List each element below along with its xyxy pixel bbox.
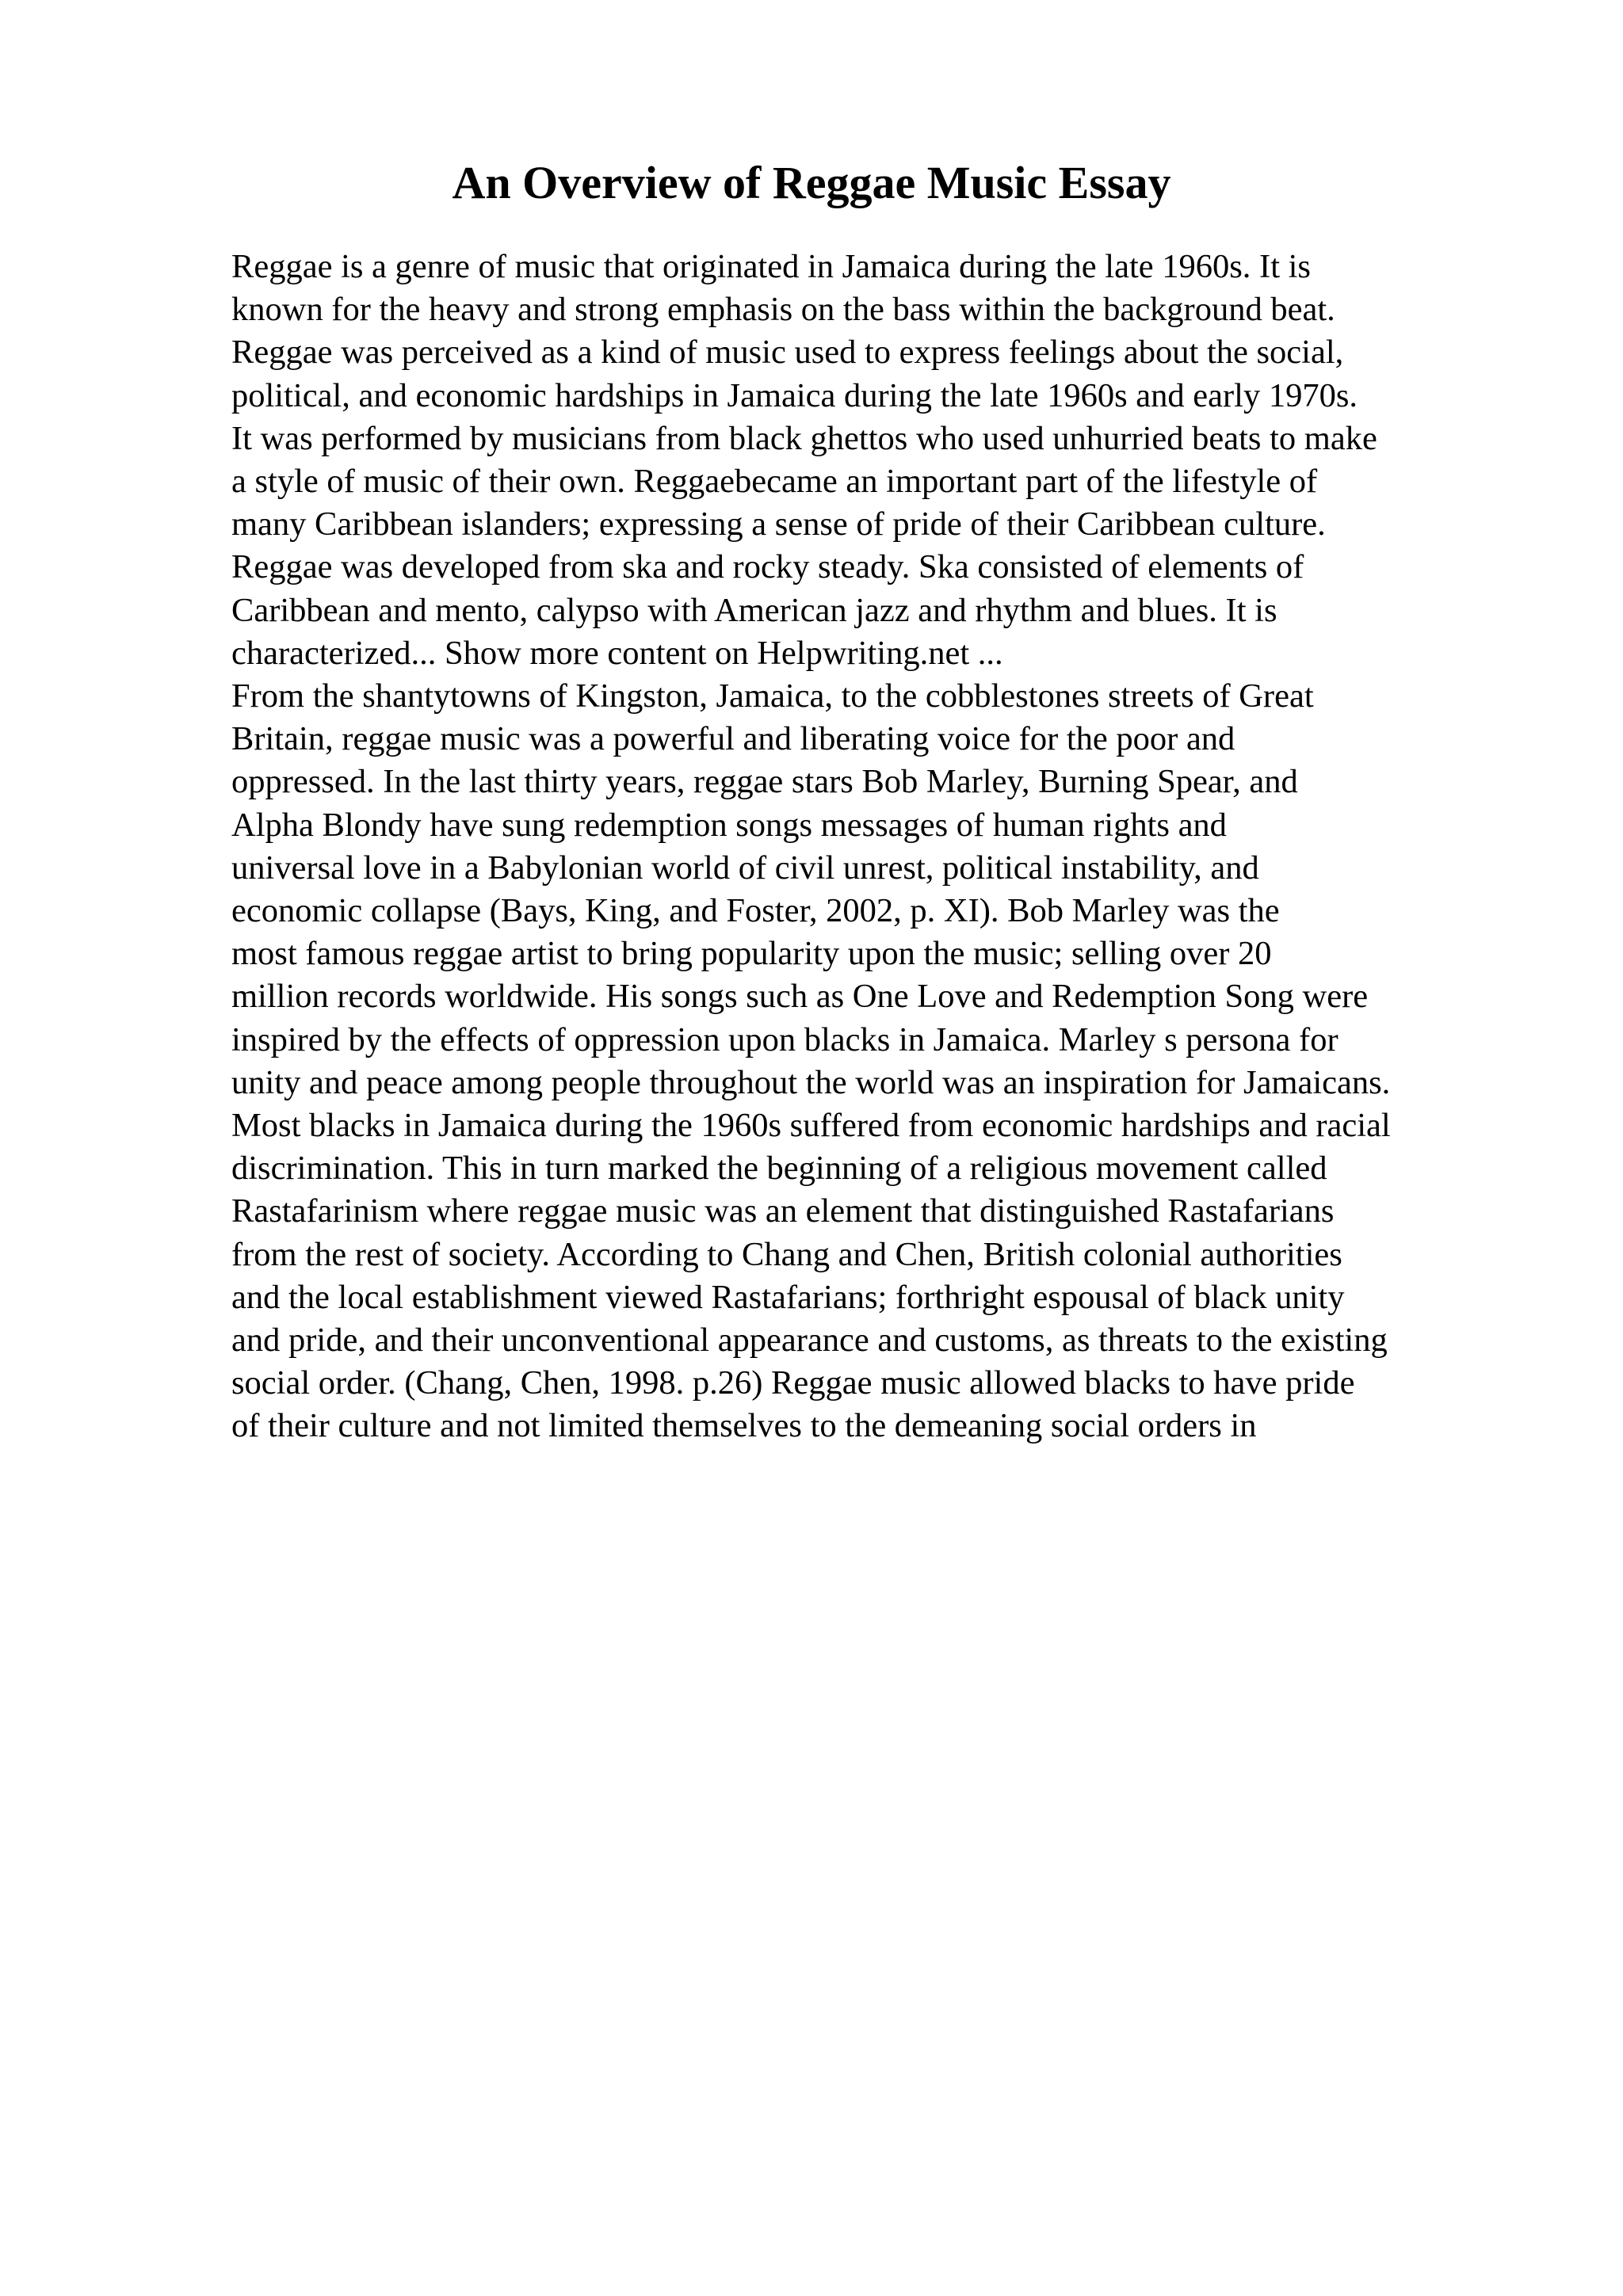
text-line: universal love in a Babylonian world of civil unrest, political instability, and bbox=[231, 849, 1259, 887]
text-line: discrimination. This in turn marked the beginning of a religious movement called bbox=[231, 1150, 1327, 1188]
text-line: oppressed. In the last thirty years, reggae stars Bob Marley, Burning Spear, and bbox=[231, 763, 1298, 801]
text-line: Caribbean and mento, calypso with American jazz and rhythm and blues. It is bbox=[231, 591, 1277, 629]
text-line: Most blacks in Jamaica during the 1960s suffered from economic hardships and racial bbox=[231, 1107, 1391, 1145]
text-line: Rastafarinism where reggae music was an element that distinguished Rastafarians bbox=[231, 1192, 1335, 1230]
text-line: known for the heavy and strong emphasis on the bass within the background beat. bbox=[231, 291, 1335, 329]
text-line: unity and peace among people throughout the world was an inspiration for Jamaicans. bbox=[231, 1063, 1391, 1101]
text-line: Alpha Blondy have sung redemption songs messages of human rights and bbox=[231, 806, 1227, 844]
text-line: political, and economic hardships in Jamaica during the late 1960s and early 1970s. bbox=[231, 376, 1358, 414]
document-title: An Overview of Reggae Music Essay bbox=[452, 157, 1171, 208]
text-line: of their culture and not limited themselves to the demeaning social orders in bbox=[231, 1407, 1257, 1445]
text-line: inspired by the effects of oppression upon blacks in Jamaica. Marley s persona for bbox=[231, 1020, 1338, 1058]
text-line: characterized... Show more content on Helpwriting.net ... bbox=[231, 634, 1003, 672]
essay-body bbox=[231, 246, 1594, 1448]
text-line: Reggae is a genre of music that originated in Jamaica during the late 1960s. It is bbox=[231, 248, 1311, 285]
text-line: Reggae was developed from ska and rocky steady. Ska consisted of elements of bbox=[231, 548, 1304, 586]
text-line: and pride, and their unconventional appearance and customs, as threats to the existing bbox=[231, 1322, 1388, 1360]
text-line: Reggae was perceived as a kind of music used to express feelings about the social, bbox=[231, 334, 1344, 372]
text-line: most famous reggae artist to bring popularity upon the music; selling over 20 bbox=[231, 935, 1272, 973]
text-line: economic collapse (Bays, King, and Foster, 2002, p. XI). Bob Marley was the bbox=[231, 892, 1280, 930]
text-line: and the local establishment viewed Rastafarians; forthright espousal of black unity bbox=[231, 1278, 1345, 1316]
text-line: many Caribbean islanders; expressing a sense of pride of their Caribbean culture. bbox=[231, 505, 1326, 543]
text-line: Britain, reggae music was a powerful and liberating voice for the poor and bbox=[231, 720, 1235, 758]
text-line: social order. (Chang, Chen, 1998. p.26) Reggae music allowed blacks to have pride bbox=[231, 1364, 1355, 1402]
text-line: from the rest of society. According to Chang and Chen, British colonial authorities bbox=[231, 1235, 1342, 1273]
text-line: a style of music of their own. Reggaebecame an important part of the lifestyle of bbox=[231, 463, 1318, 501]
text-line: million records worldwide. His songs such as One Love and Redemption Song were bbox=[231, 978, 1369, 1016]
text-line: It was performed by musicians from black ghettos who used unhurried beats to make bbox=[231, 419, 1377, 457]
text-line: From the shantytowns of Kingston, Jamaica, to the cobblestones streets of Great bbox=[231, 677, 1314, 715]
